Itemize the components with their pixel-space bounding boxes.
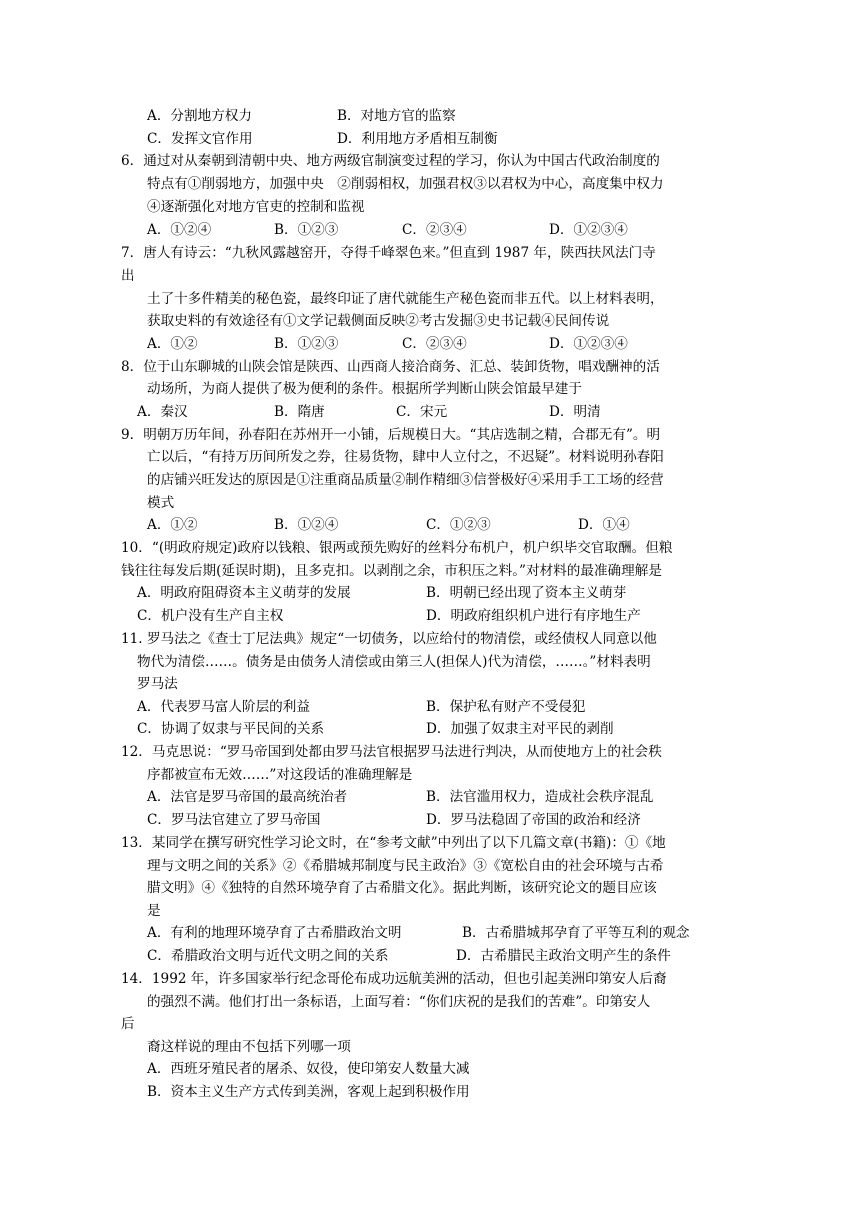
q7-option-c: C．②③④ [402,336,467,352]
q11-option-a: A．代表罗马富人阶层的利益 [137,699,310,715]
q9-stem-line-2: 亡以后，“有持万历间所发之券，往易货物，肆中人立付之，不迟疑”。材料说明孙春阳 [147,449,664,465]
q9-stem-line-3: 的店铺兴旺发达的原因是①注重商品质量②制作精细③信誉极好④采用手工工场的经营 [147,472,664,488]
q7-stem-line-1: 7．唐人有诗云：“九秋风露越窑开，夺得千峰翠色来。”但直到 1987 年，陕西扶风法门寺 [121,245,656,261]
q11-stem-line-1: 11. 罗马法之《查士丁尼法典》规定“一切债务，以应给付的物清偿，或经债权人同意以他 [121,631,657,647]
q6-stem-line-3: ④逐渐强化对地方官吏的控制和监视 [147,199,365,215]
q5-option-c: C．发挥文官作用 [147,131,253,147]
q14-option-a: A．西班牙殖民者的屠杀、奴役，使印第安人数量大减 [147,1061,470,1077]
q13-stem-line-2: 理与文明之间的关系》②《希腊城邦制度与民主政治》③《宽松自由的社会环境与古希 [147,858,664,874]
q8-option-d: D．明清 [549,404,601,420]
q9-stem-line-1: 9．明朝万历年间，孙春阳在苏州开一小铺，后规模日大。“其店选制之精，合郡无有”。明 [121,427,661,443]
q10-option-c: C．机户没有生产自主权 [137,608,284,624]
q12-stem-line-1: 12．马克思说：“罗马帝国到处都由罗马法官根据罗马法进行判决，从而使地方上的社会秩 [121,744,662,760]
q13-stem-line-1: 13．某同学在撰写研究性学习论文时，在“参考文献”中列出了以下几篇文章(书籍)：①《地 [121,835,666,851]
q11-option-c: C．协调了奴隶与平民间的关系 [137,721,325,737]
q13-option-a: A．有利的地理环境孕育了古希腊政治文明 [147,925,402,941]
q6-option-c: C．②③④ [402,222,467,238]
q8-option-a: A．秦汉 [137,404,188,420]
q12-option-c: C．罗马法官建立了罗马帝国 [147,812,321,828]
q13-option-b: B．古希腊城邦孕育了平等互利的观念 [462,925,690,941]
q14-stem-line-1: 14．1992 年，许多国家举行纪念哥伦布成功远航美洲的活动，但也引起美洲印第安人后裔 [121,971,667,987]
q14-option-b: B．资本主义生产方式传到美洲，客观上起到积极作用 [147,1084,470,1100]
q6-option-a: A．①②④ [147,222,212,238]
q11-stem-line-2: 物代为清偿……。债务是由债务人清偿或由第三人(担保人)代为清偿，……。”材料表明 [137,654,651,670]
q14-stem-line-2-wrap: 后 [121,1016,135,1032]
q12-option-a: A．法官是罗马帝国的最高统治者 [147,789,348,805]
q9-option-d: D．①④ [578,517,630,533]
q7-option-d: D．①②③④ [549,336,628,352]
q6-option-d: D．①②③④ [549,222,628,238]
q11-option-b: B．保护私有财产不受侵犯 [426,699,586,715]
q7-option-a: A．①② [147,336,198,352]
q9-option-c: C．①②③ [426,517,491,533]
q9-option-b: B．①②④ [274,517,339,533]
q14-stem-line-2: 的强烈不满。他们打出一条标语，上面写着：“你们庆祝的是我们的苦难”。印第安人 [147,994,651,1010]
q13-option-d: D．古希腊民主政治文明产生的条件 [456,948,671,964]
q12-option-d: D．罗马法稳固了帝国的政治和经济 [426,812,641,828]
q7-stem-line-1-wrap: 出 [121,268,135,284]
q10-stem-line-2: 钱往往每发后期(延误时期)，且多克扣。以剥削之余，市积压之料。”对材料的最准确理解是 [121,563,662,579]
q6-stem-line-2: 特点有①削弱地方，加强中央 ②削弱相权，加强君权③以君权为中心，高度集中权力 [147,176,664,192]
q7-option-b: B．①②③ [274,336,339,352]
q5-option-b: B．对地方官的监察 [337,108,456,124]
q11-option-d: D．加强了奴隶主对平民的剥削 [426,721,614,737]
q8-option-b: B．隋唐 [274,404,325,420]
q7-stem-line-2: 土了十多件精美的秘色瓷，最终印证了唐代就能生产秘色瓷而非五代。以上材料表明， [147,291,664,307]
q9-stem-line-4: 模式 [147,495,175,511]
q10-option-b: B．明朝已经出现了资本主义萌芽 [426,585,627,601]
q10-stem-line-1: 10．“(明政府规定)政府以钱粮、银两或预先购好的丝料分布机户，机户织毕交官取酬。但粮 [121,540,673,556]
q12-option-b: B．法官滥用权力，造成社会秩序混乱 [426,789,654,805]
q9-option-a: A．①② [147,517,198,533]
q6-stem-line-1: 6．通过对从秦朝到清朝中央、地方两级官制演变过程的学习，你认为中国古代政治制度的 [121,153,660,169]
q13-stem-line-4: 是 [147,903,161,919]
q13-stem-line-3: 腊文明》④《独特的自然环境孕育了古希腊文化》。据此判断，该研究论文的题目应该 [147,880,657,896]
q8-stem-line-2: 动场所，为商人提供了极为便利的条件。根据所学判断山陕会馆最早建于 [147,381,582,397]
q12-stem-line-2: 序都被宣布无效……”对这段话的准确理解是 [147,767,413,783]
q13-option-c: C．希腊政治文明与近代文明之间的关系 [147,948,389,964]
q6-option-b: B．①②③ [274,222,339,238]
q8-stem-line-1: 8．位于山东聊城的山陕会馆是陕西、山西商人接洽商务、汇总、装卸货物，唱戏酬神的活 [121,359,660,375]
q10-option-a: A．明政府阻碍资本主义萌芽的发展 [137,585,351,601]
q11-stem-line-3: 罗马法 [137,676,178,692]
q5-option-d: D．利用地方矛盾相互制衡 [337,131,498,147]
q5-option-a: A．分割地方权力 [147,108,252,124]
q7-stem-line-3: 获取史料的有效途径有①文学记载侧面反映②考古发掘③史书记载④民间传说 [147,313,610,329]
q10-option-d: D．明政府组织机户进行有序地生产 [426,608,641,624]
q8-option-c: C．宋元 [396,404,448,420]
q14-stem-line-3: 裔这样说的理由不包括下列哪一项 [147,1039,351,1055]
